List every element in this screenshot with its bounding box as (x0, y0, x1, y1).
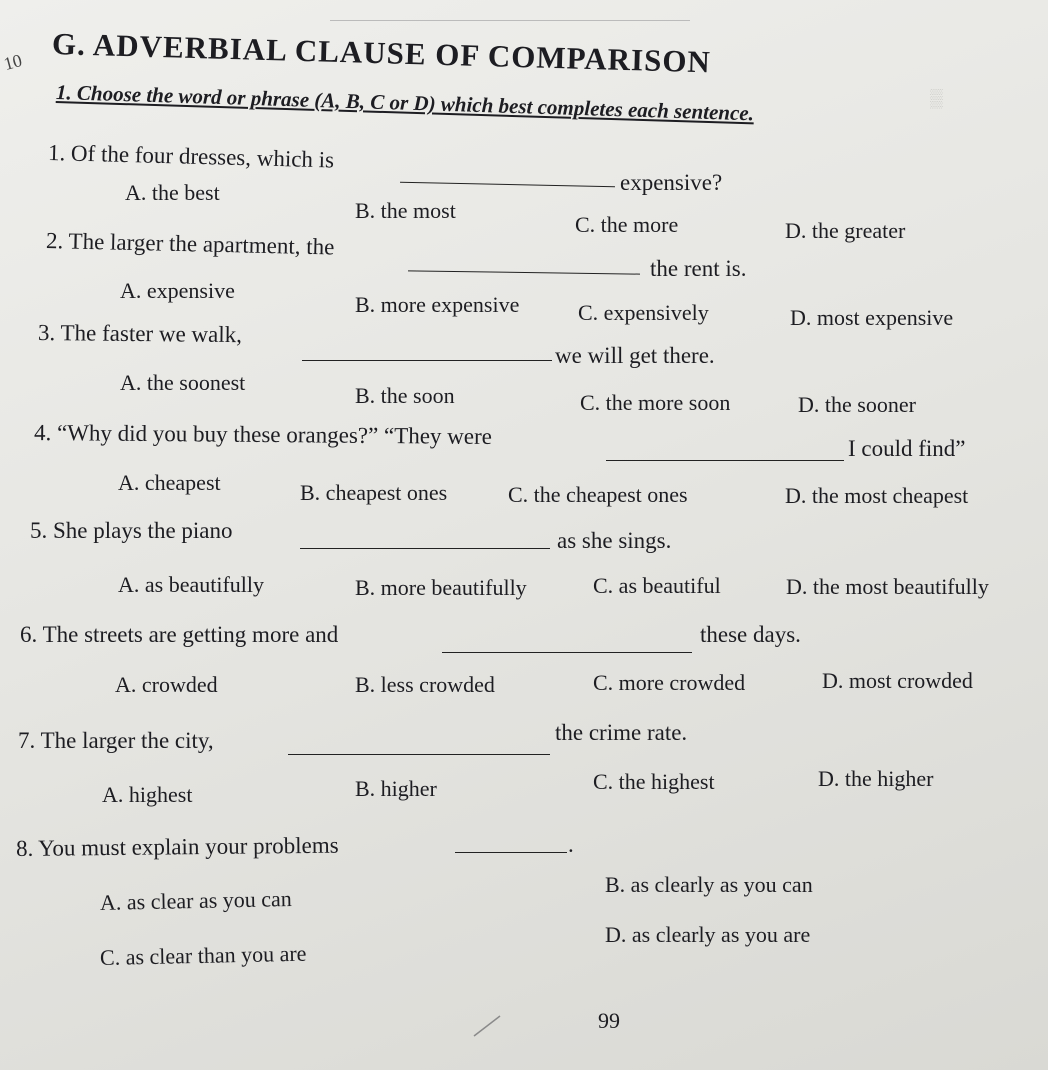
option-a: A. as beautifully (118, 572, 265, 597)
option-d: D. the higher (818, 766, 934, 791)
section-heading: G. ADVERBIAL CLAUSE OF COMPARISON (51, 26, 712, 80)
option-b: B. the most (355, 198, 456, 223)
answer-blank (400, 182, 615, 188)
option-c: C. as clear than you are (99, 940, 307, 970)
option-b: B. as clearly as you can (605, 872, 813, 897)
option-d: D. the greater (785, 218, 906, 243)
option-a: A. as clear as you can (99, 885, 293, 915)
question-stem-end: the crime rate. (555, 720, 688, 745)
option-a: A. the best (125, 180, 220, 205)
option-b: B. more expensive (355, 292, 520, 317)
answer-blank (302, 360, 552, 361)
option-c: C. more crowded (593, 670, 746, 695)
question-stem: 1. Of the four dresses, which is (47, 140, 335, 173)
option-b: B. more beautifully (355, 575, 527, 600)
question-stem: 6. The streets are getting more and (20, 622, 339, 647)
option-d: D. the most cheapest (785, 483, 969, 508)
question-stem: 5. She plays the piano (30, 518, 233, 543)
option-a: A. highest (102, 782, 193, 807)
answer-blank (288, 754, 550, 755)
option-c: C. the more (575, 212, 679, 237)
question-stem-end: we will get there. (555, 343, 715, 368)
question-stem: 3. The faster we walk, (37, 320, 243, 348)
question-stem: 4. “Why did you buy these oranges?” “They were (33, 420, 493, 449)
option-a: A. crowded (115, 672, 218, 697)
answer-blank (300, 548, 550, 549)
answer-blank (606, 460, 844, 461)
option-d: D. most expensive (790, 305, 954, 330)
margin-note: 10 (1, 50, 25, 75)
question-stem: 2. The larger the apartment, the (45, 228, 335, 260)
option-c: C. the more soon (580, 390, 731, 415)
option-d: D. as clearly as you are (605, 922, 811, 947)
option-b: B. higher (355, 776, 437, 801)
option-b: B. the soon (355, 383, 455, 408)
question-stem-end: these days. (700, 622, 801, 647)
option-b: B. less crowded (355, 672, 495, 697)
top-rule (330, 20, 690, 21)
answer-blank (442, 652, 692, 653)
question-stem-end: as she sings. (557, 528, 672, 553)
option-a: A. expensive (120, 278, 235, 303)
option-c: C. the cheapest ones (508, 482, 688, 507)
question-stem-end: expensive? (620, 170, 723, 195)
option-d: D. the sooner (798, 392, 916, 417)
option-d: D. the most beautifully (786, 574, 989, 599)
question-stem-end: I could find” (848, 436, 966, 461)
question-stem: 8. You must explain your problems (15, 832, 339, 861)
option-b: B. cheapest ones (300, 480, 448, 505)
option-d: D. most crowded (822, 668, 973, 693)
bleed-through-smudge: ▒ (930, 88, 943, 108)
question-stem-end: the rent is. (650, 256, 747, 281)
pencil-mark (470, 1010, 510, 1040)
question-stem: 7. The larger the city, (18, 728, 214, 753)
option-c: C. expensively (578, 300, 709, 325)
answer-blank (455, 852, 567, 853)
option-c: C. as beautiful (593, 573, 721, 598)
page-number: 99 (598, 1008, 620, 1033)
question-stem-end: . (568, 832, 574, 857)
option-a: A. cheapest (118, 470, 221, 495)
exercise-instruction: 1. Choose the word or phrase (A, B, C or D) which best completes each sentence. (55, 80, 755, 126)
option-a: A. the soonest (120, 370, 246, 395)
answer-blank (408, 270, 640, 274)
option-c: C. the highest (593, 769, 715, 794)
